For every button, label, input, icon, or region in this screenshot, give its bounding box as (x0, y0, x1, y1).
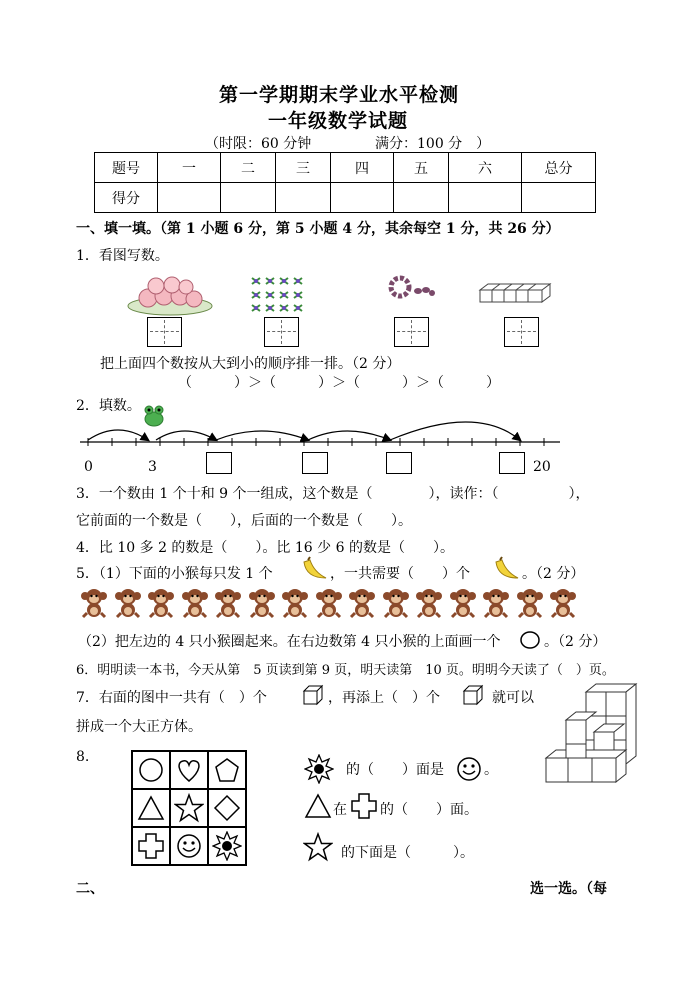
table-cell: 总分 (522, 153, 596, 183)
shape-grid (131, 750, 247, 866)
full-score: 满分：100 分 ） (375, 136, 491, 152)
q5-part1-a: 5．（1）下面的小猴每只发 1 个 (76, 566, 273, 582)
triangle-icon (137, 794, 165, 822)
q1-label: 1．看图写数。 (76, 248, 169, 264)
answer-box[interactable] (264, 317, 299, 347)
q5-part1-b: ，一共需要（ ）个 (330, 566, 470, 582)
monkey-icon (179, 587, 211, 619)
monkey-icon (145, 587, 177, 619)
cross-icon (137, 832, 165, 860)
answer-box[interactable] (147, 317, 182, 347)
smiley-icon (455, 755, 483, 783)
q8-s2-b: 的（ ）面。 (380, 802, 478, 818)
sun-icon (212, 831, 242, 861)
q1-order-blanks[interactable]: （ ）＞（ ）＞（ ）＞（ ） (178, 375, 500, 391)
peach-plate-icon (126, 274, 214, 318)
grid-cell (208, 751, 246, 789)
section-2-label: 二、 (76, 881, 104, 897)
q3-line2: 它前面的一个数是（ ），后面的一个数是（ ）。 (76, 513, 412, 529)
q5-part2-b: 。（2 分） (544, 634, 607, 650)
monkey-icon (380, 587, 412, 619)
q5-part1-c: 。（2 分） (522, 566, 585, 582)
grid-cell (132, 789, 170, 827)
grid-cell (132, 751, 170, 789)
answer-box[interactable] (394, 317, 429, 347)
exam-title: 第一学期期末学业水平检测 (219, 84, 460, 106)
q4: 4．比 10 多 2 的数是（ ）。比 16 少 6 的数是（ ）。 (76, 540, 454, 556)
grid-cell (170, 827, 208, 865)
smiley-icon (175, 832, 203, 860)
monkey-icon (78, 587, 110, 619)
numline-answer-box[interactable] (386, 452, 412, 474)
score-entry-cell[interactable] (522, 183, 596, 213)
section-2-heading: 选一选。（每 (530, 881, 607, 897)
q6: 6．明明读一本书，今天从第 5 页读到第 9 页，明天读第 10 页。明明今天读了（ ）页。 (76, 663, 615, 678)
score-entry-cell[interactable] (394, 183, 449, 213)
numline-label-3: 3 (148, 459, 157, 475)
q7-part-c: 就可以 (492, 690, 534, 706)
answer-box[interactable] (504, 317, 539, 347)
banana-icon (492, 556, 522, 584)
sun-icon (304, 754, 334, 784)
monkey-icon (480, 587, 512, 619)
sticks-bundle-icon (248, 272, 312, 316)
cube-stack-icon (544, 682, 644, 786)
q7-line2: 拼成一个大正方体。 (76, 719, 202, 735)
star-icon (174, 793, 204, 823)
score-entry-cell[interactable] (221, 183, 276, 213)
q8-s1-a: 的（ ）面是 (346, 762, 444, 778)
q8-s2-a: 在 (333, 802, 347, 818)
table-cell: 六 (449, 153, 522, 183)
q3-line1: 3．一个数由 1 个十和 9 个一组成，这个数是（ ），读作：（ ）， (76, 486, 590, 502)
grid-cell (208, 827, 246, 865)
monkey-icon (547, 587, 579, 619)
score-entry-cell[interactable] (276, 183, 331, 213)
heart-icon (175, 756, 203, 784)
q8-s1-b: 。 (484, 762, 498, 778)
score-table (94, 152, 596, 213)
score-table-score-row (95, 183, 596, 213)
table-cell: 得分 (95, 183, 158, 213)
triangle-icon (304, 792, 332, 820)
q1-order-text: 把上面四个数按从大到小的顺序排一排。（2 分） (100, 356, 401, 372)
ring-icon (386, 274, 438, 302)
score-entry-cell[interactable] (158, 183, 221, 213)
monkey-icon (447, 587, 479, 619)
time-limit: （时限：60 分钟 (205, 136, 312, 152)
q8-s3: 的下面是（ ）。 (341, 845, 474, 861)
monkey-icon (346, 587, 378, 619)
q5-part2-a: （2）把左边的 4 只小猴圈起来。在右边数第 4 只小猴的上面画一个 (78, 634, 501, 650)
exam-subtitle: 一年级数学试题 (268, 110, 409, 132)
q7-part-b: ，再添上（ ）个 (328, 690, 440, 706)
score-entry-cell[interactable] (449, 183, 522, 213)
monkey-icon (413, 587, 445, 619)
cube-icon (302, 684, 324, 706)
monkey-icon (313, 587, 345, 619)
monkey-icon (279, 587, 311, 619)
table-cell: 五 (394, 153, 449, 183)
cube-icon (462, 684, 484, 706)
monkey-icon (246, 587, 278, 619)
table-cell: 四 (331, 153, 394, 183)
q7-part-a: 7．右面的图中一共有（ ）个 (76, 690, 267, 706)
circle-icon (137, 756, 165, 784)
table-cell: 题号 (95, 153, 158, 183)
grid-cell (208, 789, 246, 827)
score-entry-cell[interactable] (331, 183, 394, 213)
pentagon-icon (213, 756, 241, 784)
cube-row-icon (478, 282, 552, 304)
q8-label: 8. (76, 749, 90, 765)
circle-icon (519, 630, 541, 650)
q2-label: 2．填数。 (76, 398, 141, 414)
monkey-icon (112, 587, 144, 619)
table-cell: 二 (221, 153, 276, 183)
grid-cell (170, 751, 208, 789)
cross-icon (350, 792, 378, 820)
numline-answer-box[interactable] (499, 452, 525, 474)
diamond-icon (213, 794, 241, 822)
table-cell: 一 (158, 153, 221, 183)
monkey-icon (514, 587, 546, 619)
grid-cell (170, 789, 208, 827)
banana-icon (300, 556, 330, 584)
grid-cell (132, 827, 170, 865)
table-cell: 三 (276, 153, 331, 183)
numline-label-20: 20 (533, 459, 551, 475)
numline-answer-box[interactable] (206, 452, 232, 474)
monkey-icon (212, 587, 244, 619)
numline-answer-box[interactable] (302, 452, 328, 474)
numline-label-0: 0 (84, 459, 93, 475)
score-table-header-row (95, 153, 596, 183)
star-icon (303, 832, 333, 862)
section-1-heading: 一、填一填。（第 1 小题 6 分，第 5 小题 4 分，其余每空 1 分，共 26 分） (76, 221, 560, 237)
